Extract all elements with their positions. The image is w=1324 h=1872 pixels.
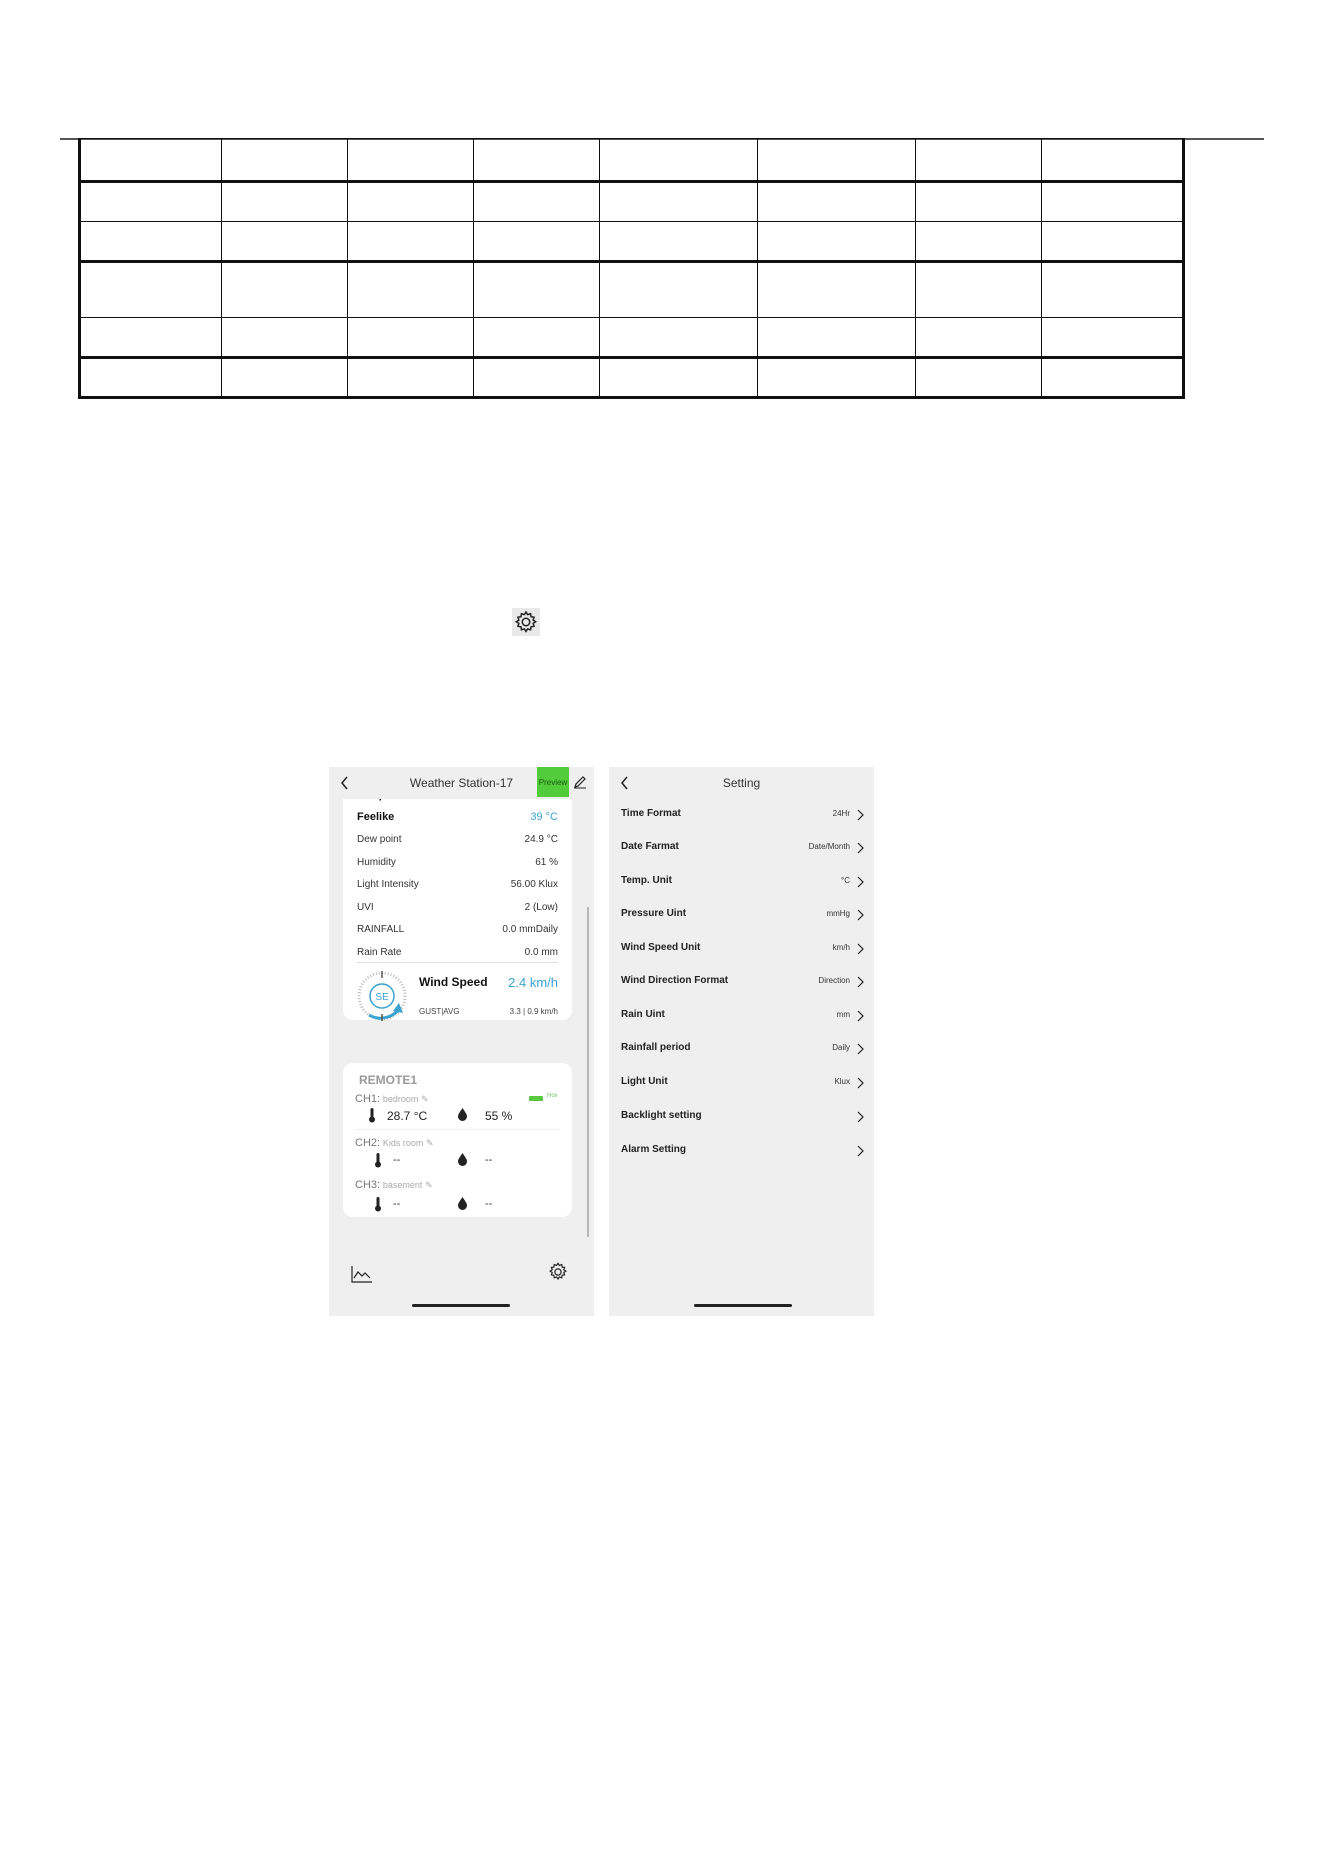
setting-row[interactable] bbox=[621, 975, 864, 991]
edit-icon[interactable] bbox=[573, 775, 587, 789]
thermometer-icon bbox=[367, 1107, 377, 1123]
edit-icon[interactable]: ✎ bbox=[421, 1094, 429, 1104]
setting-value: Daily bbox=[832, 1043, 850, 1052]
chevron-right-icon bbox=[856, 943, 864, 955]
setting-row[interactable] bbox=[621, 908, 864, 924]
channel-room: Kids room bbox=[382, 1138, 424, 1148]
chevron-right-icon bbox=[856, 876, 864, 888]
scrollbar[interactable] bbox=[587, 907, 589, 1237]
divider bbox=[355, 1129, 560, 1130]
chevron-right-icon bbox=[856, 976, 864, 988]
humidity-reading: -- bbox=[485, 1198, 493, 1210]
row-value: 0.0 mm bbox=[524, 947, 558, 958]
row-label: Feelike bbox=[357, 811, 395, 823]
setting-value: 24Hr bbox=[832, 809, 850, 818]
settings-gear-icon[interactable] bbox=[547, 1261, 569, 1283]
humidity-reading: 55 % bbox=[485, 1109, 513, 1123]
row-label: UVI bbox=[357, 902, 374, 913]
channel-label[interactable] bbox=[355, 1093, 429, 1105]
preview-badge[interactable]: Preview bbox=[537, 767, 569, 797]
setting-value: Klux bbox=[834, 1077, 850, 1086]
dew-point-row bbox=[357, 834, 558, 852]
setting-label: Date Farmat bbox=[621, 841, 679, 852]
chevron-right-icon bbox=[856, 1077, 864, 1089]
row-label: Rain Rate bbox=[357, 947, 402, 958]
chevron-right-icon bbox=[856, 1111, 864, 1123]
setting-label: Wind Direction Format bbox=[621, 975, 729, 986]
setting-label: Wind Speed Unit bbox=[621, 942, 701, 953]
thermometer-icon bbox=[373, 1152, 383, 1168]
row-value: 61 % bbox=[535, 857, 558, 868]
back-icon[interactable] bbox=[617, 773, 633, 793]
wind-compass-icon bbox=[355, 969, 409, 1023]
wind-speed-value: 2.4 km/h bbox=[508, 975, 558, 990]
thermometer-icon bbox=[373, 1196, 383, 1212]
feelike-row bbox=[357, 811, 558, 829]
setting-row[interactable] bbox=[621, 1110, 864, 1126]
row-value: 0.0 mmDaily bbox=[502, 924, 558, 935]
row-label: Dew point bbox=[357, 834, 402, 845]
humidity-reading: -- bbox=[485, 1154, 493, 1166]
setting-value: Direction bbox=[818, 976, 850, 985]
edit-icon[interactable]: ✎ bbox=[425, 1180, 433, 1190]
home-indicator bbox=[412, 1304, 510, 1307]
setting-value: mm bbox=[836, 1010, 850, 1019]
screen-title: Setting bbox=[722, 776, 761, 790]
humidity-drop-icon bbox=[457, 1152, 468, 1166]
setting-label: Rain Uint bbox=[621, 1009, 665, 1020]
humidity-drop-icon bbox=[457, 1196, 468, 1210]
back-icon[interactable] bbox=[337, 773, 353, 793]
remote-card bbox=[343, 1063, 572, 1217]
edit-icon[interactable]: ✎ bbox=[426, 1138, 434, 1148]
light-intensity-row bbox=[357, 879, 558, 897]
temperature-reading: 28.7 °C bbox=[387, 1109, 428, 1123]
setting-label: Pressure Uint bbox=[621, 908, 687, 919]
setting-row[interactable] bbox=[621, 1009, 864, 1025]
channel-room: bedroom bbox=[382, 1094, 419, 1104]
setting-label: Light Unit bbox=[621, 1076, 668, 1087]
setting-screen bbox=[609, 767, 874, 1316]
row-label: Humidity bbox=[357, 857, 396, 868]
table-row bbox=[80, 222, 1184, 262]
temperature-reading: -- bbox=[393, 1154, 401, 1166]
setting-value: Date/Month bbox=[808, 842, 850, 851]
chevron-right-icon bbox=[856, 842, 864, 854]
table-row bbox=[80, 139, 1184, 182]
channel-label[interactable] bbox=[355, 1137, 434, 1149]
setting-row[interactable] bbox=[621, 1042, 864, 1058]
setting-label: Backlight setting bbox=[621, 1110, 702, 1121]
setting-row[interactable] bbox=[621, 1076, 864, 1092]
battery-icon bbox=[529, 1096, 543, 1101]
channel-label[interactable] bbox=[355, 1179, 433, 1191]
setting-label: Time Format bbox=[621, 808, 681, 819]
row-value: 2 (Low) bbox=[524, 902, 558, 913]
header bbox=[329, 767, 594, 799]
header bbox=[609, 767, 874, 799]
table-row bbox=[80, 318, 1184, 358]
remote-title: REMOTE1 bbox=[359, 1073, 418, 1087]
setting-label: Rainfall period bbox=[621, 1042, 691, 1053]
rainfall-row bbox=[357, 924, 558, 942]
setting-value: mmHg bbox=[826, 909, 850, 918]
table-row bbox=[80, 358, 1184, 398]
setting-value: °C bbox=[841, 876, 850, 885]
chevron-right-icon bbox=[856, 1010, 864, 1022]
humidity-drop-icon bbox=[457, 1107, 468, 1121]
chevron-right-icon bbox=[856, 1145, 864, 1157]
setting-value: km/h bbox=[832, 943, 850, 952]
battery-text: Hov bbox=[547, 1093, 558, 1099]
row-value: 24.9 °C bbox=[524, 834, 558, 845]
wind-direction: SE bbox=[375, 992, 389, 1003]
channel-name: CH1: bbox=[355, 1093, 381, 1105]
setting-row[interactable] bbox=[621, 942, 864, 958]
temperature-reading: -- bbox=[393, 1198, 401, 1210]
table-row bbox=[80, 182, 1184, 222]
chevron-right-icon bbox=[856, 1043, 864, 1055]
chart-icon[interactable] bbox=[351, 1265, 373, 1283]
home-indicator bbox=[694, 1304, 792, 1307]
divider bbox=[357, 962, 558, 963]
row-value: 56.00 Klux bbox=[510, 879, 558, 890]
chevron-right-icon bbox=[856, 909, 864, 921]
setting-row[interactable] bbox=[621, 875, 864, 891]
channel-name: CH3: bbox=[355, 1179, 381, 1191]
setting-label: Temp. Unit bbox=[621, 875, 672, 886]
weather-station-screen bbox=[329, 767, 594, 1316]
row-value: 39 °C bbox=[530, 811, 558, 823]
row-label: RAINFALL bbox=[357, 924, 405, 935]
row-label: Light Intensity bbox=[357, 879, 419, 890]
setting-row[interactable] bbox=[621, 841, 864, 857]
setting-row[interactable] bbox=[621, 808, 864, 824]
channel-room: basement bbox=[382, 1180, 423, 1190]
gear-icon bbox=[512, 608, 540, 636]
table-row bbox=[80, 262, 1184, 318]
gust-label: GUST|AVG bbox=[419, 1007, 460, 1016]
setting-label: Alarm Setting bbox=[621, 1144, 687, 1155]
setting-row[interactable] bbox=[621, 1144, 864, 1160]
gust-value: 3.3 | 0.9 km/h bbox=[509, 1007, 558, 1016]
humidity-row bbox=[357, 857, 558, 875]
wind-speed-label: Wind Speed bbox=[419, 975, 488, 989]
empty-table bbox=[78, 138, 1185, 399]
uvi-row bbox=[357, 902, 558, 920]
screen-title: Weather Station-17 bbox=[409, 776, 514, 790]
station-card bbox=[343, 767, 572, 1020]
channel-name: CH2: bbox=[355, 1137, 381, 1149]
chevron-right-icon bbox=[856, 809, 864, 821]
